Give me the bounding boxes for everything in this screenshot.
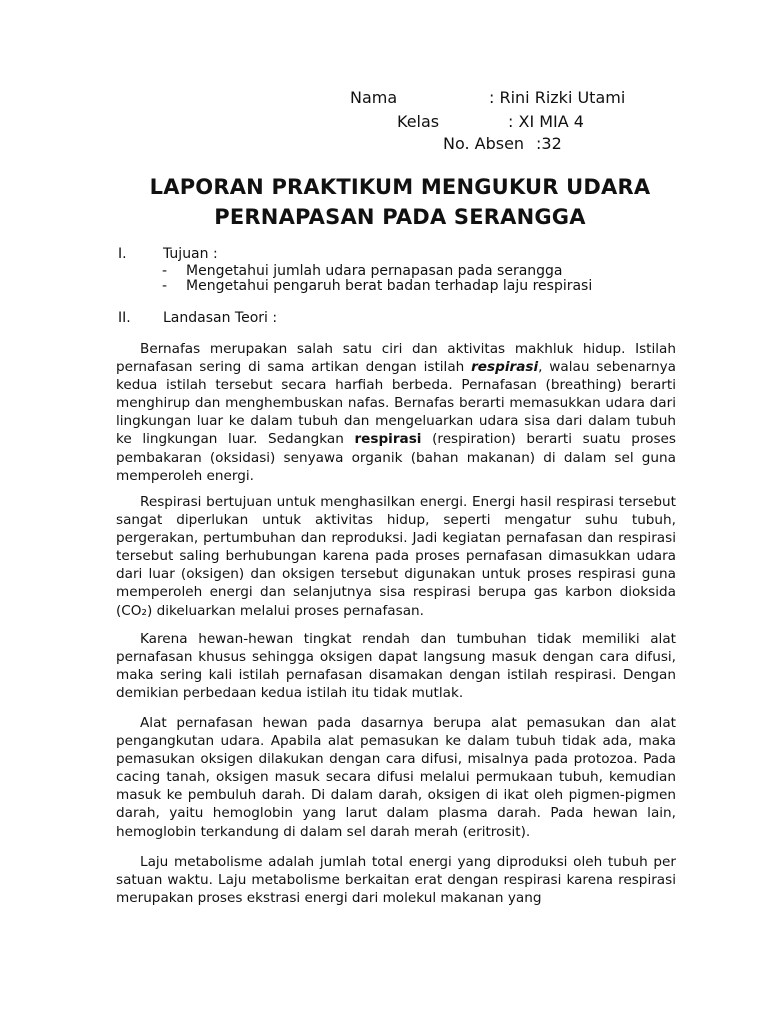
- absen-label: No. Absen: [443, 134, 525, 153]
- bullet-dash: -: [162, 263, 168, 279]
- kelas-value: : XI MIA 4: [508, 112, 584, 131]
- report-title-line-2: PERNAPASAN PADA SERANGGA: [214, 205, 586, 229]
- term-respirasi-bold: respirasi: [354, 431, 422, 448]
- paragraph-2: Respirasi bertujuan untuk menghasilkan energi. Energi hasil respirasi tersebut sangat diperlukan untuk aktivitas hidup, seperti mengatur suhu tubuh, pergerakan, pertumbuhan dan reproduksi. Jadi kegiatan pernafasan dan respirasi tersebut saling berhubungan karena pada proses pernafasan dimasukkan udara dari luar (oksigen) dan oksigen tersebut digunakan untuk proses respirasi guna memperoleh energi dan selanjutnya sisa respirasi berupa gas karbon dioksida (CO₂) dikeluarkan melalui proses pernafasan.: [116, 494, 676, 619]
- tujuan-item-1-text: Mengetahui jumlah udara pernapasan pada serangga: [186, 263, 563, 279]
- tujuan-item-1: [162, 263, 642, 279]
- bullet-dash: -: [162, 278, 168, 294]
- nama-line: [350, 88, 670, 108]
- paragraph-5: Laju metabolisme adalah jumlah total energi yang diproduksi oleh tubuh per satuan waktu. Laju metabolisme berkaitan erat dengan respirasi karena respirasi merupakan proses ekstrasi energi dari molekul makanan yang: [116, 854, 676, 907]
- paragraph-1-part-c: , walau sebenarnya kedua istilah tersebut secara harfiah berbeda. Pernafasan (breathing) berarti menghirup dan menghembuskan nafas. Bernafas berarti memasukkan udara dari lingkungan luar ke dalam tubuh dan mengeluarkan udara sisa dari dalam tubuh ke lingkungan luar. Sedangkan: [116, 359, 676, 448]
- tujuan-item-2-text: Mengetahui pengaruh berat badan terhadap laju respirasi: [186, 278, 593, 294]
- section-tujuan: [118, 245, 678, 263]
- absen-line: [443, 134, 623, 154]
- section-landasan-heading: Landasan Teori :: [163, 310, 278, 326]
- nama-value: : Rini Rizki Utami: [489, 88, 626, 107]
- section-tujuan-heading: Tujuan :: [163, 246, 218, 262]
- paragraph-1: [116, 340, 676, 485]
- section-landasan: [118, 309, 678, 327]
- kelas-line: [397, 112, 657, 132]
- kelas-label: Kelas: [397, 112, 440, 131]
- nama-label: Nama: [350, 88, 398, 107]
- report-title-line-1: LAPORAN PRAKTIKUM MENGUKUR UDARA: [149, 175, 651, 199]
- paragraph-3: Karena hewan-hewan tingkat rendah dan tumbuhan tidak memiliki alat pernafasan khusus sehingga oksigen dapat langsung masuk dengan cara difusi, maka sering kali istilah pernafasan disamakan dengan istilah respirasi. Dengan demikian perbedaan kedua istilah itu tidak mutlak.: [116, 631, 676, 702]
- term-respirasi-italic: respirasi: [471, 359, 539, 376]
- tujuan-item-2: [162, 278, 642, 294]
- section-tujuan-number: I.: [118, 246, 127, 262]
- paragraph-4: Alat pernafasan hewan pada dasarnya berupa alat pemasukan dan alat pengangkutan udara. Apabila alat pemasukan ke dalam tubuh tidak ada, maka pemasukan oksigen dilakukan dengan cara difusi, misalnya pada protozoa. Pada cacing tanah, oksigen masuk secara difusi melalui permukaan tubuh, kemudian masuk ke pembuluh darah. Di dalam darah, oksigen di ikat oleh pigmen-pigmen darah, yaitu hemoglobin yang larut dalam plasma darah. Pada hewan lain, hemoglobin terkandung di dalam sel darah merah (eritrosit).: [116, 715, 676, 840]
- paragraph-1-part-e: (respiration) berarti suatu proses pembakaran (oksidasi) senyawa organik (bahan makanan) di dalam sel guna memperoleh energi.: [116, 431, 676, 484]
- section-landasan-number: II.: [118, 310, 131, 326]
- absen-value: :32: [536, 134, 562, 153]
- paragraph-1-part-a: Bernafas merupakan salah satu ciri dan aktivitas makhluk hidup. Istilah pernafasan sering di sama artikan dengan istilah: [116, 341, 676, 376]
